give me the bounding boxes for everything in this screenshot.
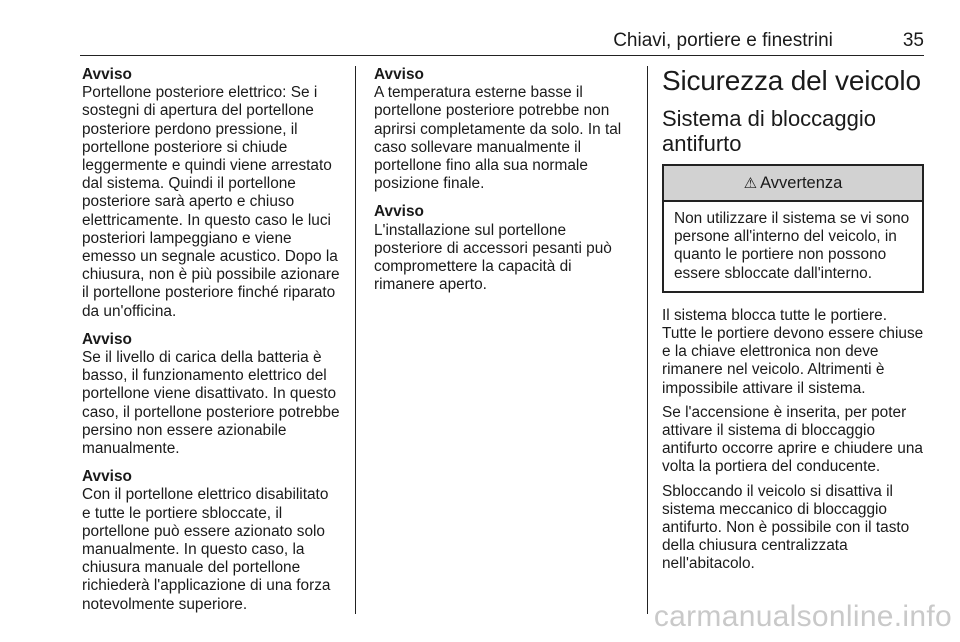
warning-body: Non utilizzare il sistema se vi sono persone all'interno del veicolo, in quanto le portiere non possono essere sbloccate dall'interno.	[674, 210, 910, 282]
page-header-title: Chiavi, portiere e finestrini	[613, 30, 833, 51]
body-paragraph: Se l'accensione è inserita, per poter attivare il sistema di bloccaggio antifurto occorre aprire e chiudere una volta la portiera del conducente.	[662, 403, 923, 476]
note-body: Portellone posteriore elettrico: Se i sostegni di apertura del portellone posteriore perdono pressione, il portellone posteriore si chiude leggermente e quindi viene arrestato dal sistema. Quindi il portellone posteriore sarà aperto e chiuso elettricamente. In questo caso le luci posteriori lampeggiano e viene emesso un segnale acustico. Dopo la chiusura, non è più possibile azionare il portellone posteriore finché riparato da un'officina.	[82, 84, 340, 320]
note-heading: Avviso	[82, 66, 132, 83]
section-title: Sicurezza del veicolo	[662, 65, 921, 96]
note-body: Con il portellone elettrico disabilitato e tutte le portiere sbloccate, il portellone può essere azionato solo manualmente. In questo caso, la chiusura manuale del portellone richiederà l'applicazione di una forza notevolmente superiore.	[82, 486, 331, 613]
column-1	[82, 66, 340, 624]
column-3	[662, 66, 924, 580]
note-block	[82, 331, 340, 458]
body-paragraph: Sbloccando il veicolo si disattiva il sistema meccanico di bloccaggio antifurto. Non è possibile con il tasto della chiusura centralizzata nell'abitacolo.	[662, 482, 910, 573]
column-2	[374, 66, 632, 304]
page-number: 35	[902, 30, 924, 51]
note-body: L'installazione sul portellone posteriore di accessori pesanti può compromettere la capacità di rimanere aperto.	[374, 221, 612, 294]
watermark: carmanualsonline.info	[653, 600, 952, 633]
note-block	[374, 203, 632, 294]
note-block	[374, 66, 632, 193]
page-header	[80, 30, 924, 52]
column-divider-2	[647, 66, 648, 614]
warning-header	[664, 166, 922, 202]
note-body: A temperatura esterne basse il portellone posteriore potrebbe non aprirsi completamente da solo. In tal caso sollevare manualmente il portellone fino alla sua normale posizione finale.	[374, 84, 622, 193]
note-block	[82, 66, 340, 321]
note-heading: Avviso	[374, 66, 424, 83]
note-heading: Avviso	[82, 330, 132, 348]
warning-heading: Avvertenza	[760, 174, 843, 192]
header-divider	[80, 55, 924, 56]
note-heading: Avviso	[82, 468, 132, 486]
column-divider-1	[355, 66, 356, 614]
body-paragraph: Il sistema blocca tutte le portiere. Tutte le portiere devono essere chiuse e la chiave elettronica non deve rimanere nel veicolo. Altrimenti è impossibile attivare il sistema.	[662, 306, 924, 397]
warning-triangle-icon: ⚠	[743, 175, 758, 192]
note-heading: Avviso	[374, 203, 424, 221]
subsection-title: Sistema di bloccaggio antifurto	[662, 106, 877, 156]
note-block	[82, 468, 340, 614]
note-body: Se il livello di carica della batteria è basso, il funzionamento elettrico del portellone viene disattivato. In questo caso, il portellone posteriore potrebbe persino non essere azionabile manualmente.	[82, 349, 340, 458]
warning-box	[662, 164, 924, 293]
